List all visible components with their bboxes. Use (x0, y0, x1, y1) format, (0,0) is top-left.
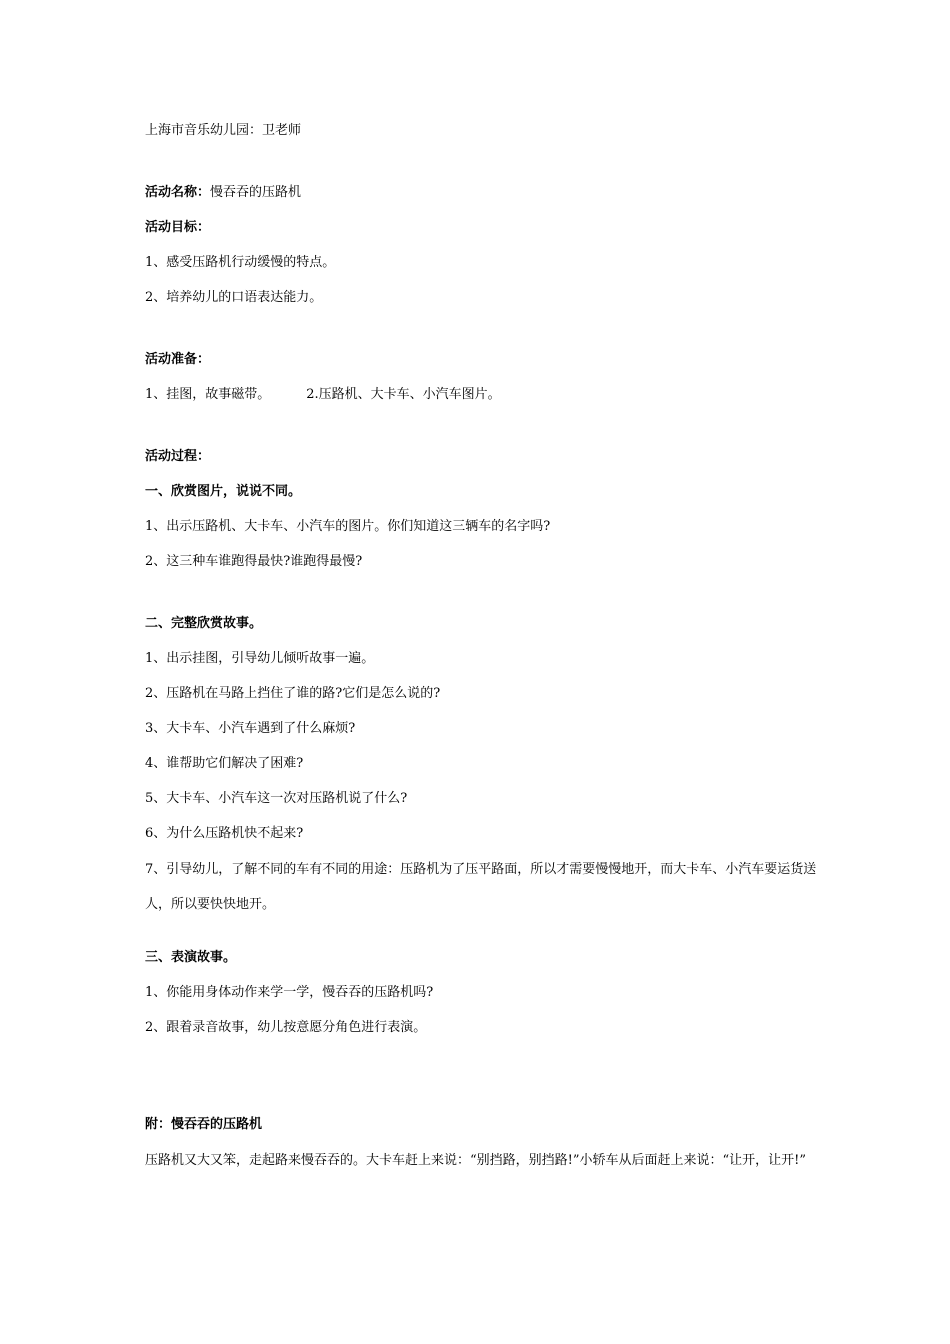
goal-item: 2、培养幼儿的口语表达能力。 (145, 290, 323, 305)
prep-line (145, 386, 825, 421)
goals-label: 活动目标： (145, 220, 211, 235)
activity-name (145, 184, 825, 219)
section1-item: 2、这三种车谁跑得最快?谁跑得最慢? (145, 554, 363, 569)
prep-item-2: 2.压路机、大卡车、小汽车图片。 (306, 387, 501, 402)
goal-item: 1、感受压路机行动缓慢的特点。 (145, 255, 336, 270)
section3-item: 2、跟着录音故事，幼儿按意愿分角色进行表演。 (145, 1020, 427, 1035)
process-label: 活动过程： (145, 449, 211, 464)
document-page (145, 122, 825, 1178)
section2-title: 二、完整欣赏故事。 (145, 616, 263, 631)
section1-item: 1、出示压路机、大卡车、小汽车的图片。你们知道这三辆车的名字吗? (145, 519, 551, 534)
appendix-text: 压路机又大又笨，走起路来慢吞吞的。大卡车赶上来说：“别挡路，别挡路!”小轿车从后面赶上来说：“让开，让开!” (145, 1153, 807, 1168)
section3-title: 三、表演故事。 (145, 950, 237, 965)
section3-item: 1、你能用身体动作来学一学，慢吞吞的压路机吗? (145, 985, 434, 1000)
section2-item: 1、出示挂图，引导幼儿倾听故事一遍。 (145, 651, 375, 666)
prep-label: 活动准备： (145, 352, 211, 367)
section2-item: 4、谁帮助它们解决了困难? (145, 756, 304, 771)
section2-item: 7、引导幼儿，了解不同的车有不同的用途：压路机为了压平路面，所以才需要慢慢地开，而大卡车、小汽车要运货送人，所以要快快地开。 (145, 862, 817, 912)
activity-name-label: 活动名称： (145, 185, 211, 200)
activity-name-value: 慢吞吞的压路机 (210, 185, 302, 200)
prep-item-1: 1、挂图，故事磁带。 (145, 387, 271, 402)
appendix-title: 附：慢吞吞的压路机 (145, 1117, 263, 1132)
section2-item: 2、压路机在马路上挡住了谁的路?它们是怎么说的? (145, 686, 441, 701)
section2-item: 5、大卡车、小汽车这一次对压路机说了什么? (145, 791, 408, 806)
section2-item: 3、大卡车、小汽车遇到了什么麻烦? (145, 721, 356, 736)
section1-title: 一、欣赏图片，说说不同。 (145, 484, 302, 499)
author-line: 上海市音乐幼儿园：卫老师 (145, 123, 302, 138)
section2-item: 6、为什么压路机快不起来? (145, 826, 304, 841)
